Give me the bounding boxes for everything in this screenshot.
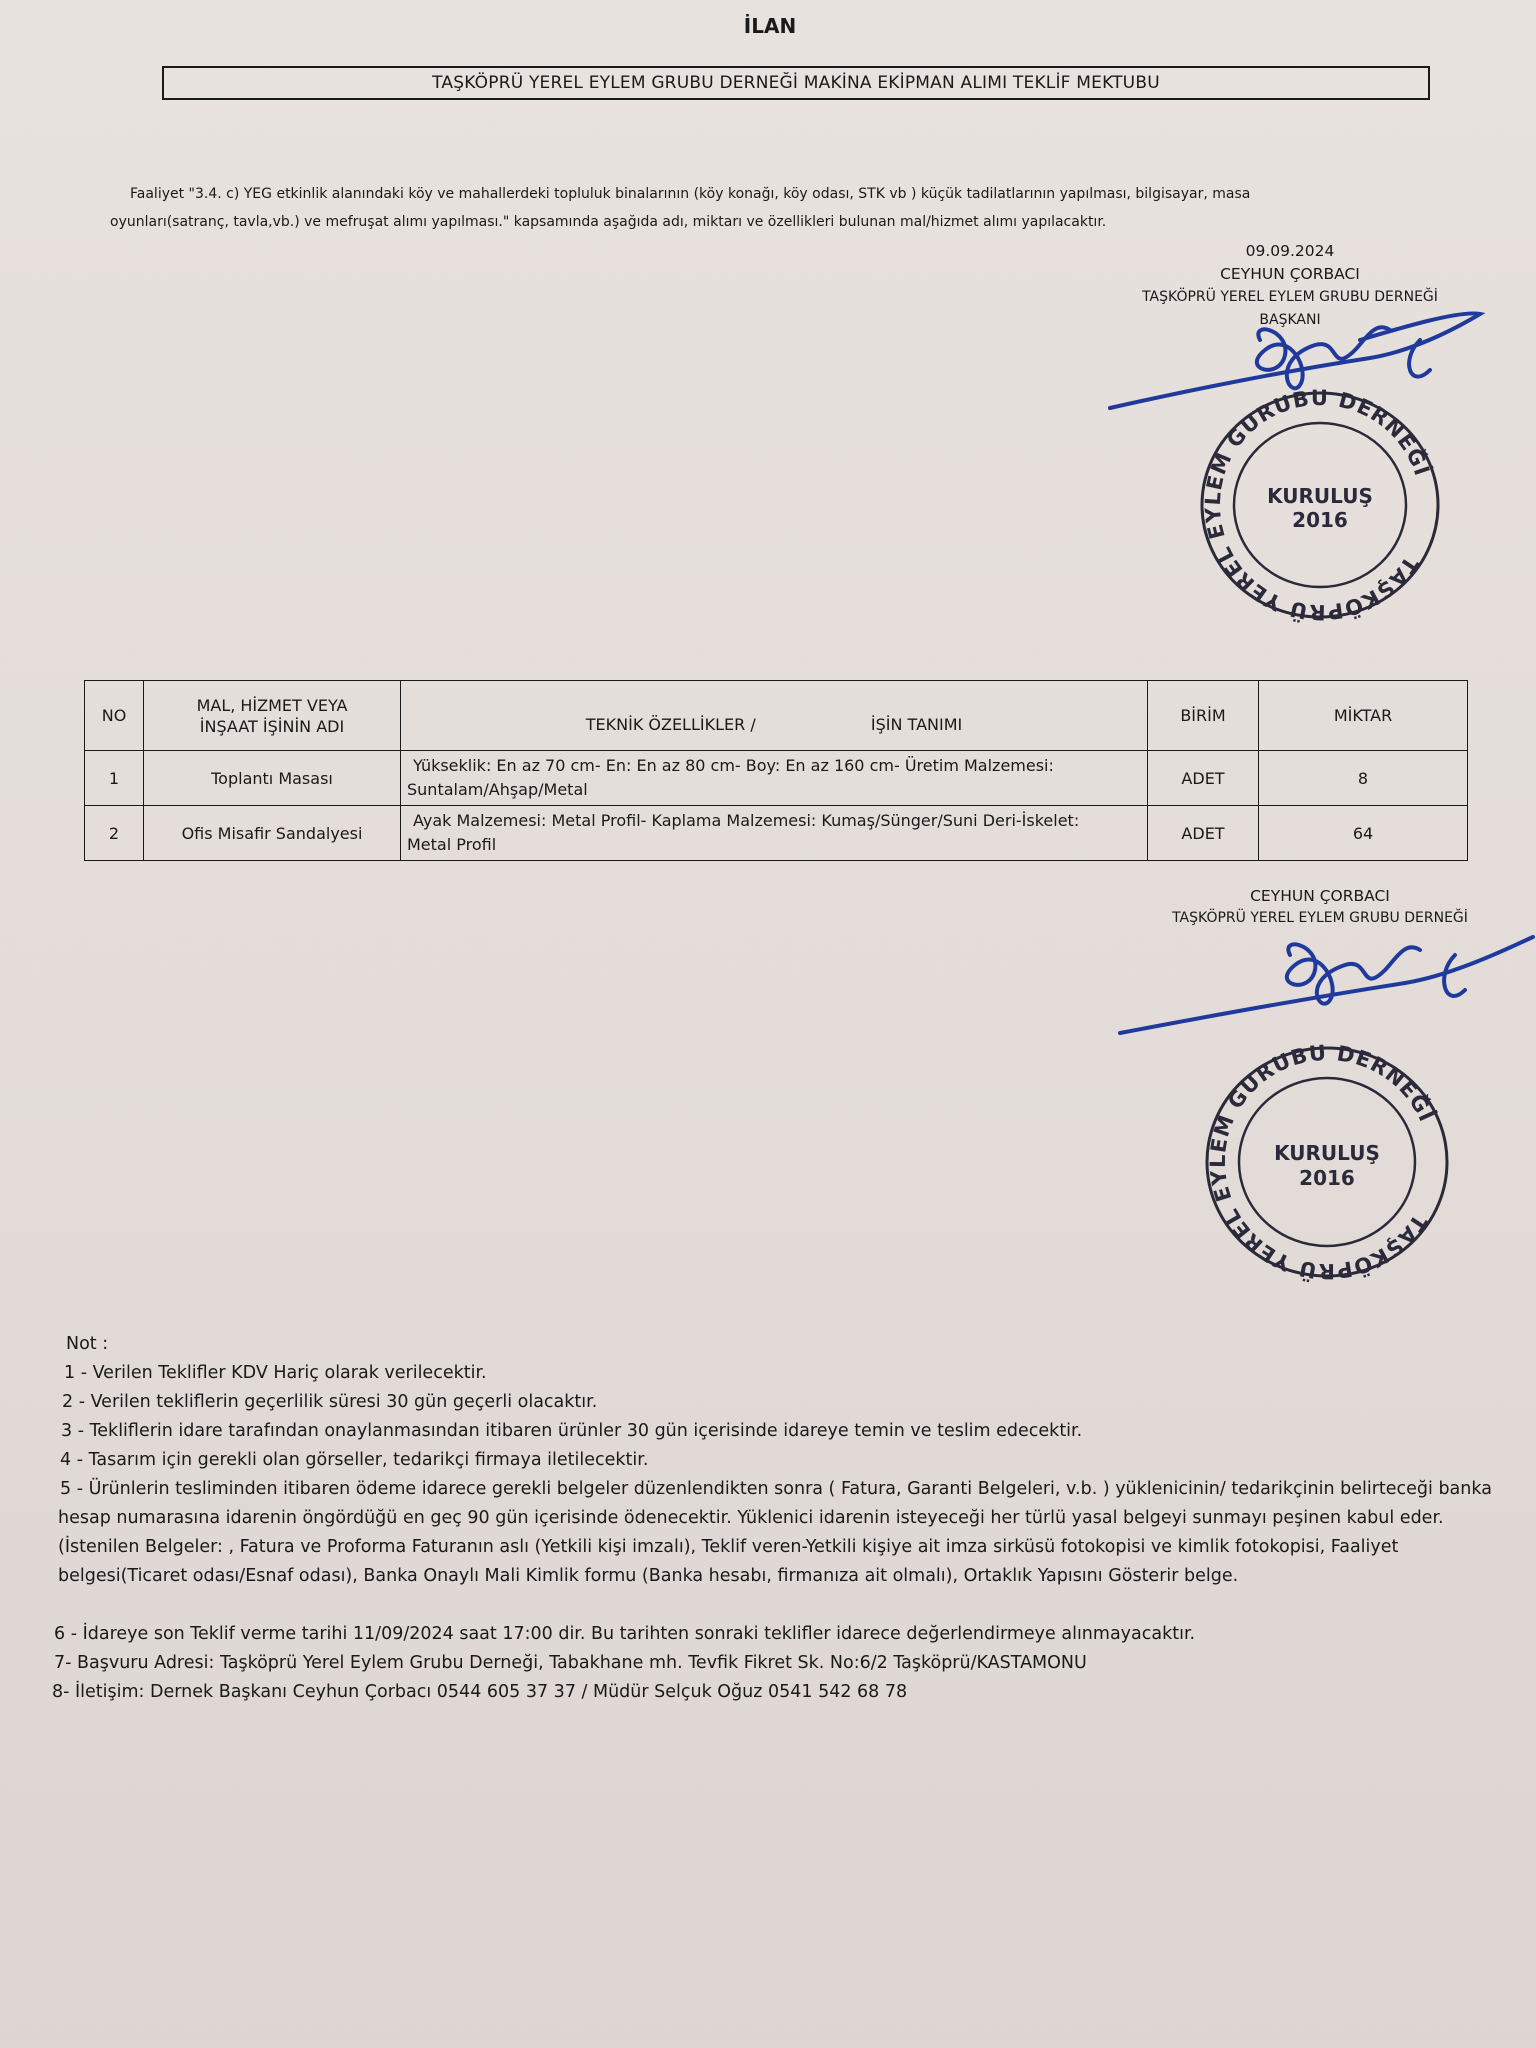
row-technical-line-2: Metal Profil [407, 835, 497, 854]
row-technical-line-2: Suntalam/Ahşap/Metal [407, 780, 588, 799]
row-technical [401, 751, 1148, 806]
table-header-row [85, 681, 1468, 751]
note-item-4: 4 - Tasarım için gerekli olan görseller, tedarikçi firmaya iletilecektir. [60, 1450, 649, 1470]
signatory-org: TAŞKÖPRÜ YEREL EYLEM GRUBU DERNEĞİ [1142, 289, 1438, 305]
row-quantity: 8 [1259, 751, 1468, 806]
note-item-3: 3 - Tekliflerin idare tarafından onaylanmasından itibaren ürünler 30 gün içerisinde idareye temin ve teslim edecektir. [61, 1421, 1083, 1441]
row-unit: ADET [1148, 751, 1259, 806]
signature-block-bottom [1150, 885, 1490, 929]
association-stamp-top [1190, 385, 1450, 625]
stamp-center-line-1: KURULUŞ [1274, 1141, 1380, 1165]
notes-heading: Not : [66, 1334, 109, 1354]
header-item-name [144, 681, 401, 751]
table-row [85, 751, 1468, 806]
stamp-center-line-2: 2016 [1292, 508, 1348, 532]
header-technical-part-2: İŞİN TANIMI [870, 714, 963, 734]
association-stamp-bottom [1195, 1040, 1460, 1285]
stamp-ring-text: TAŞKÖPRÜ YEREL EYLEM GURUBU DERNEĞİ [1200, 385, 1435, 625]
notes-spacer [50, 1591, 1510, 1620]
signatory-name: CEYHUN ÇORBACI [1220, 265, 1360, 283]
document-header-box: TAŞKÖPRÜ YEREL EYLEM GRUBU DERNEĞİ MAKİNA EKİPMAN ALIMI TEKLİF MEKTUBU [162, 66, 1430, 100]
signatory-name: CEYHUN ÇORBACI [1250, 887, 1390, 905]
row-no: 1 [85, 751, 144, 806]
signature-date: 09.09.2024 [1245, 242, 1335, 260]
note-item-6: 6 - İdareye son Teklif verme tarihi 11/09/2024 saat 17:00 dir. Bu tarihten sonraki teklifler idarece değerlendirmeye alınmayacaktır. [54, 1624, 1196, 1644]
note-item-5-line-1: 5 - Ürünlerin tesliminden itibaren ödeme idarece gerekli belgeler düzenlendikten sonra ( Fatura, Garanti Belgeleri, v.b. ) yüklenicinin/ tedarikçinin belirteceği banka [60, 1479, 1492, 1499]
row-unit: ADET [1148, 806, 1259, 861]
note-item-2: 2 - Verilen tekliflerin geçerlilik süresi 30 gün geçerli olacaktır. [62, 1392, 598, 1412]
row-quantity: 64 [1259, 806, 1468, 861]
row-item-name: Toplantı Masası [144, 751, 401, 806]
signatory-org: TAŞKÖPRÜ YEREL EYLEM GRUBU DERNEĞİ [1172, 910, 1468, 926]
handwritten-signature-bottom [1115, 925, 1536, 1045]
row-no: 2 [85, 806, 144, 861]
header-item-name-line-2: İNŞAAT İŞİNİN ADI [199, 716, 345, 736]
note-item-5-line-4: belgesi(Ticaret odası/Esnaf odası), Banka Onaylı Mali Kimlik formu (Banka hesabı, firmanıza ait olmalı), Ortaklık Yapısını Gösterir belge. [58, 1566, 1239, 1586]
row-technical [401, 806, 1148, 861]
header-item-name-line-1: MAL, HİZMET VEYA [196, 695, 348, 715]
page-title: İLAN [743, 14, 797, 38]
stamp-center-line-1: KURULUŞ [1267, 484, 1373, 508]
row-technical-line-1: Yükseklik: En az 70 cm- En: En az 80 cm- Boy: En az 160 cm- Üretim Malzemesi: [413, 756, 1054, 775]
note-item-5-line-2: hesap numarasına idarenin öngördüğü en geç 90 gün içerisinde ödenecektir. Yüklenici idarenin isteyeceği her türlü yasal belgeyi sunmayı peşinen kabul eder. [58, 1508, 1444, 1528]
note-item-1: 1 - Verilen Teklifler KDV Hariç olarak verilecektir. [64, 1363, 487, 1383]
table-row [85, 806, 1468, 861]
stamp-center-line-2: 2016 [1299, 1166, 1355, 1190]
note-item-7: 7- Başvuru Adresi: Taşköprü Yerel Eylem Grubu Derneği, Tabakhane mh. Tevfik Fikret Sk. No:6/2 Taşköprü/KASTAMONU [54, 1653, 1087, 1673]
row-item-name: Ofis Misafir Sandalyesi [144, 806, 401, 861]
intro-paragraph [110, 180, 1310, 236]
row-technical-line-1: Ayak Malzemesi: Metal Profil- Kaplama Malzemesi: Kumaş/Sünger/Suni Deri-İskelet: [413, 811, 1080, 830]
notes-section [50, 1330, 1510, 1707]
header-technical [401, 681, 1148, 751]
signatory-role: BAŞKANI [1259, 312, 1321, 328]
intro-line-1: Faaliyet "3.4. c) YEG etkinlik alanındaki köy ve mahallerdeki topluluk binalarının (köy konağı, köy odası, STK vb ) küçük tadilatlarının yapılması, bilgisayar, masa [130, 186, 1251, 202]
note-item-5-line-3: (İstenilen Belgeler: , Fatura ve Proforma Faturanın aslı (Yetkili kişi imzalı), Teklif veren-Yetkili kişiye ait imza sirküsü fotokopisi ve kimlik fotokopisi, Faaliyet [58, 1537, 1399, 1557]
header-technical-part-1: TEKNİK ÖZELLİKLER / [585, 714, 756, 734]
intro-line-2: oyunları(satranç, tavla,vb.) ve mefruşat alımı yapılması." kapsamında aşağıda adı, miktarı ve özellikleri bulunan mal/hizmet alımı yapılacaktır. [110, 214, 1107, 230]
header-quantity: MİKTAR [1259, 681, 1468, 751]
header-no: NO [85, 681, 144, 751]
note-item-8: 8- İletişim: Dernek Başkanı Ceyhun Çorbacı 0544 605 37 37 / Müdür Selçuk Oğuz 0541 542 68 78 [52, 1682, 908, 1702]
stamp-ring-text: TAŞKÖPRÜ YEREL EYLEM GURUBU DERNEĞİ [1205, 1040, 1439, 1284]
items-table [84, 680, 1468, 861]
header-unit: BİRİM [1148, 681, 1259, 751]
